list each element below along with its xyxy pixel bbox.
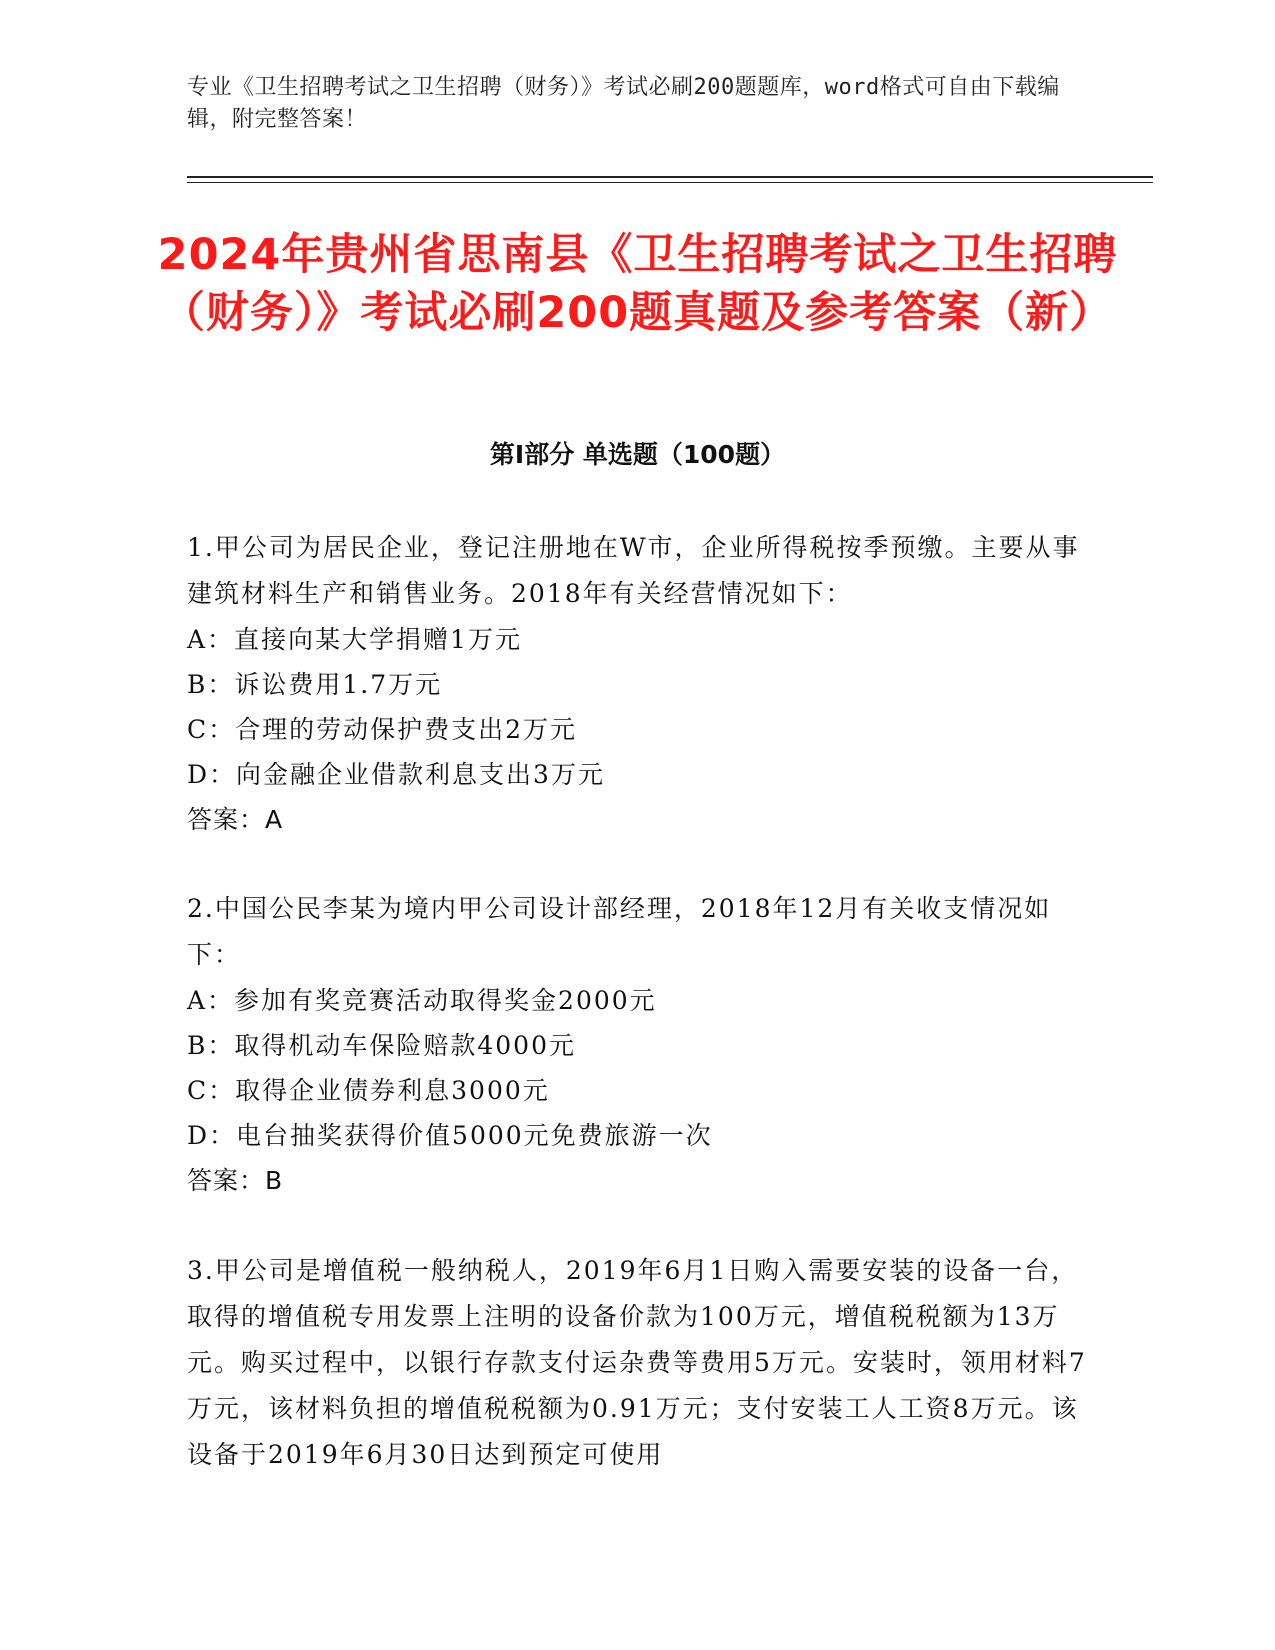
header-divider-thin: [187, 182, 1153, 183]
question-1: [187, 525, 1087, 842]
option-c: C：合理的劳动保护费支出2万元: [187, 715, 578, 744]
header-note: 专业《卫生招聘考试之卫生招聘（财务）》考试必刷200题题库，word格式可自由下载编辑，附完整答案！: [187, 75, 1060, 132]
option-c: C：取得企业债券利息3000元: [187, 1076, 550, 1105]
answer: 答案：B: [187, 1166, 284, 1195]
document-title: 2024年贵州省思南县《卫生招聘考试之卫生招聘（财务）》考试必刷200题真题及参考答案（新）: [157, 230, 1118, 338]
option-b: B：诉讼费用1.7万元: [187, 670, 443, 699]
question-3: [187, 1248, 1087, 1478]
option-a: A：参加有奖竞赛活动取得奖金2000元: [187, 986, 657, 1015]
option-b: B：取得机动车保险赔款4000元: [187, 1031, 576, 1060]
question-stem: 1.甲公司为居民企业，登记注册地在W市，企业所得税按季预缴。主要从事建筑材料生产和销售业务。2018年有关经营情况如下：: [187, 533, 1080, 608]
answer: 答案：A: [187, 805, 284, 834]
question-2: [187, 886, 1087, 1203]
option-a: A：直接向某大学捐赠1万元: [187, 625, 522, 654]
section-title: 第Ⅰ部分 单选题（100题）: [489, 440, 786, 469]
header-divider-thick: [187, 176, 1153, 178]
option-d: D：向金融企业借款利息支出3万元: [187, 760, 605, 789]
question-stem: 3.甲公司是增值税一般纳税人，2019年6月1日购入需要安装的设备一台，取得的增值税专用发票上注明的设备价款为100万元，增值税税额为13万元。购买过程中，以银行存款支付运杂费等费用5万元。安装时，领用材料7万元，该材料负担的增值税税额为0.91万元；支付安装工人工资8万元。该设备于2019年6月30日达到预定可使用: [187, 1256, 1087, 1469]
option-d: D：电台抽奖获得价值5000元免费旅游一次: [187, 1121, 713, 1150]
question-stem: 2.中国公民李某为境内甲公司设计部经理，2018年12月有关收支情况如下：: [187, 894, 1052, 969]
